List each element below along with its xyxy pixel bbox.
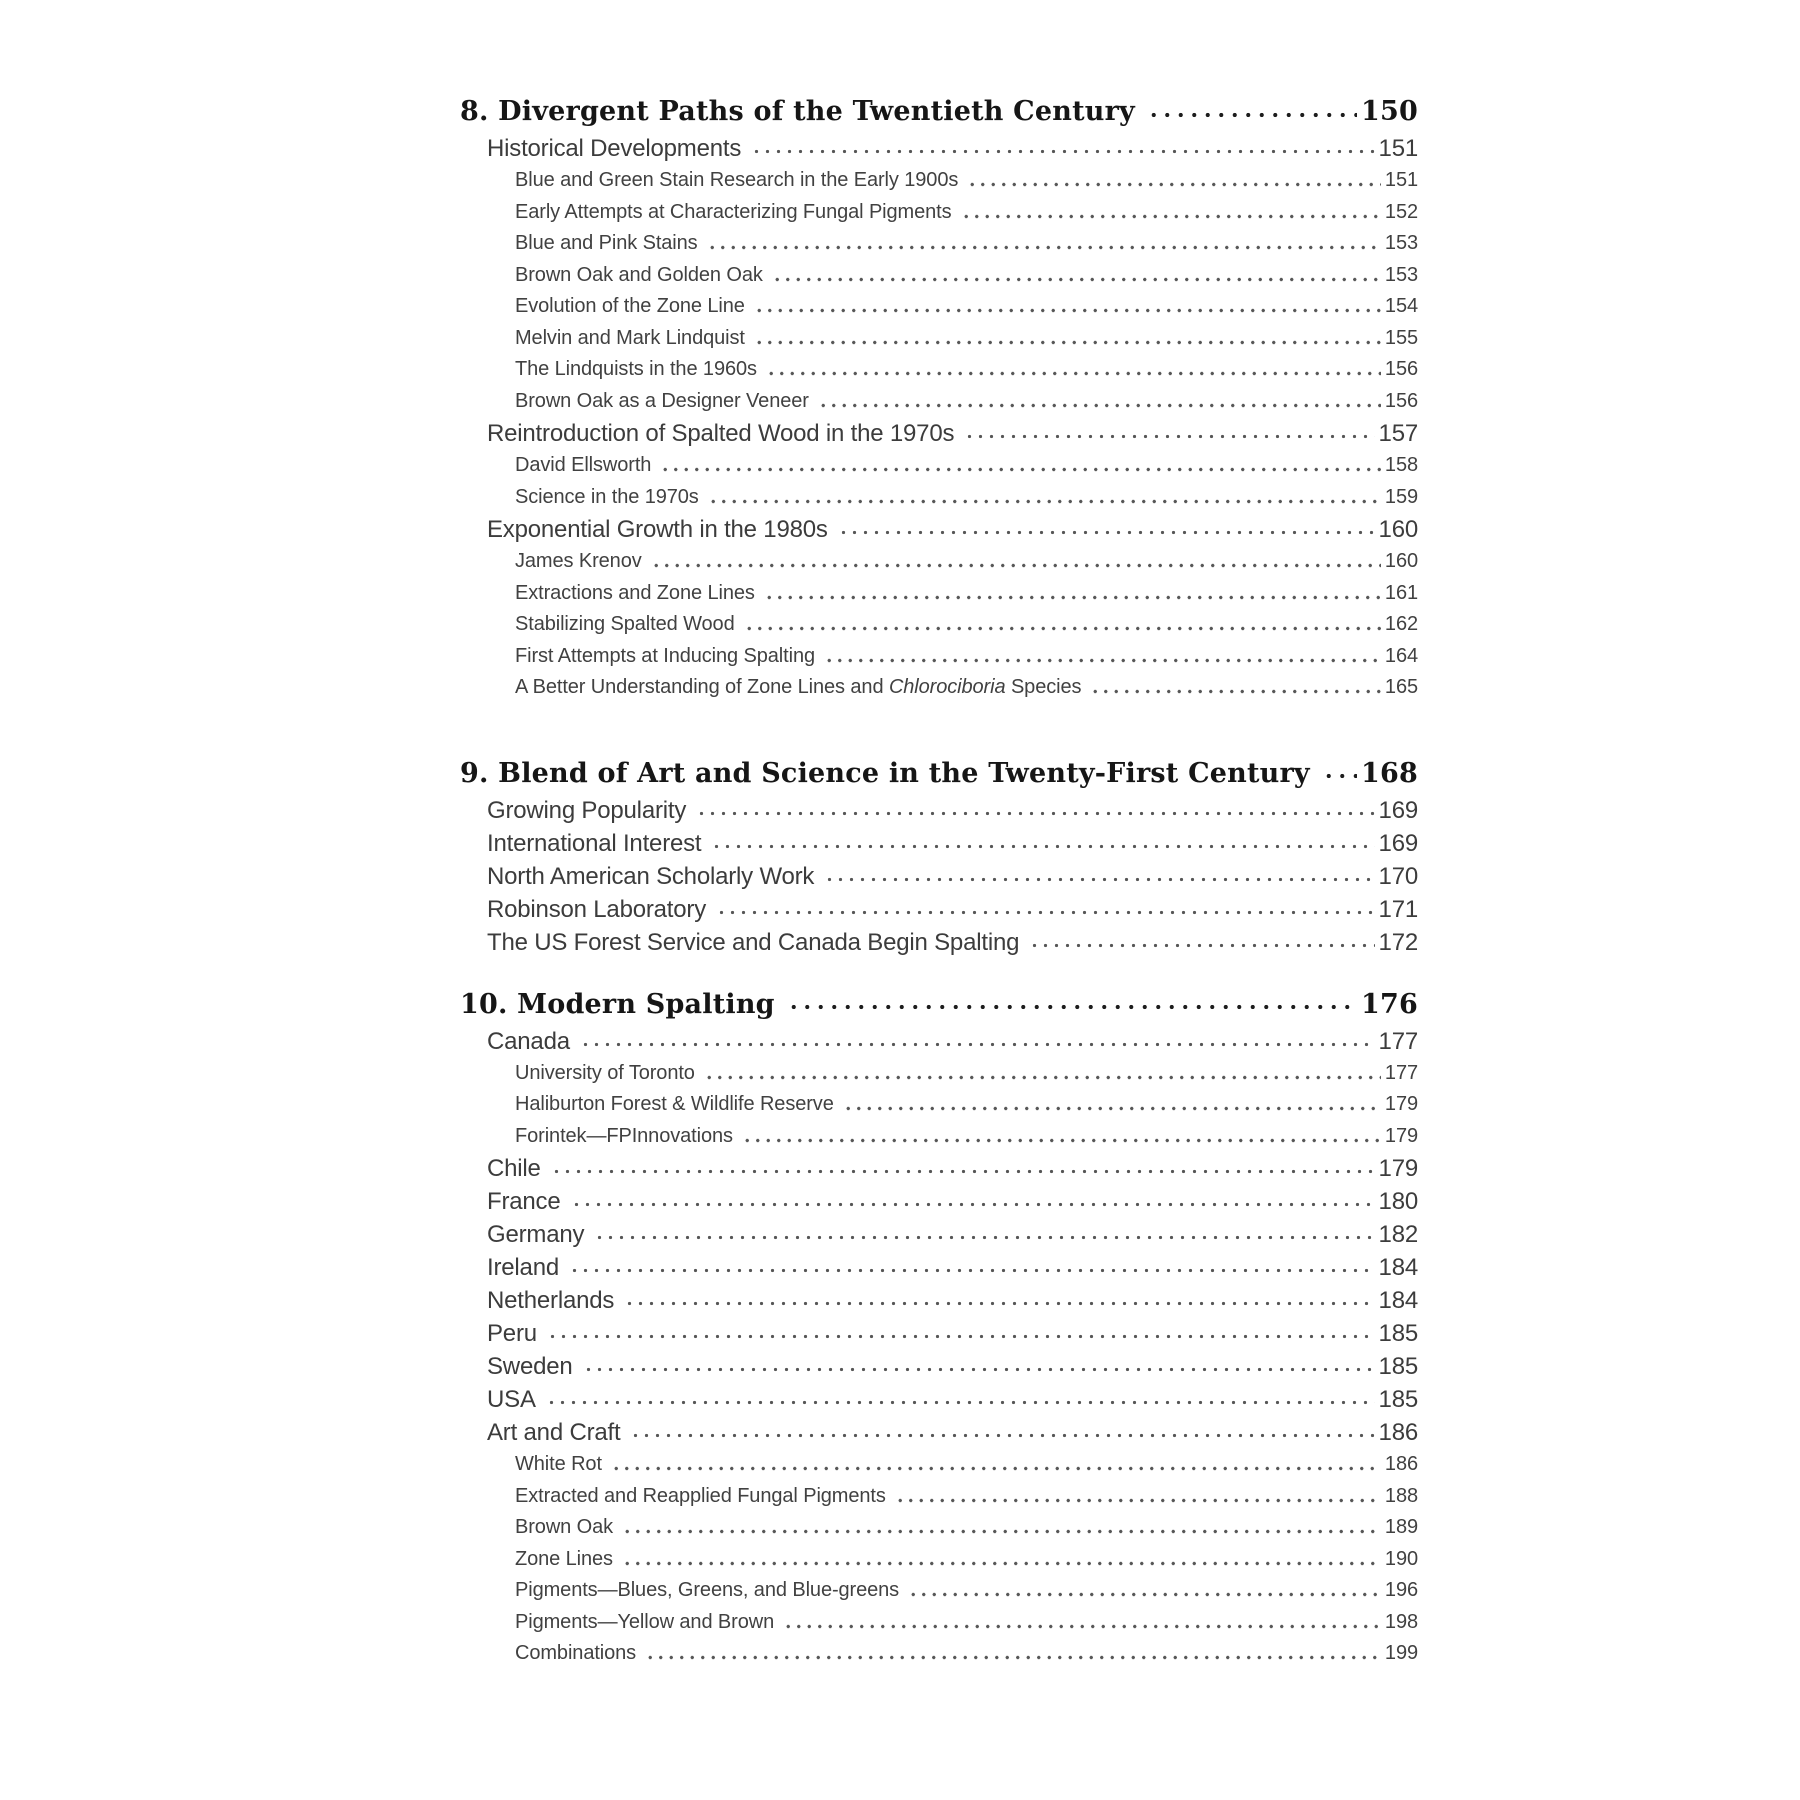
- page-number: 189: [1384, 1516, 1418, 1538]
- toc-entry-label: Haliburton Forest & Wildlife Reserve: [515, 1093, 834, 1115]
- toc-entry-row: [460, 1121, 1418, 1153]
- toc-entry-row: [460, 609, 1418, 641]
- page-number: 196: [1384, 1579, 1418, 1601]
- toc-entry-label: Brown Oak: [515, 1516, 614, 1538]
- dot-leader: [836, 513, 1375, 546]
- toc-entry-row: [460, 860, 1418, 893]
- page-number: 160: [1384, 550, 1418, 572]
- toc-entry-label: White Rot: [515, 1453, 602, 1475]
- dot-leader: [741, 1121, 1381, 1153]
- toc-entry-label: Blue and Pink Stains: [515, 232, 698, 254]
- toc-entry-row: [460, 1089, 1418, 1121]
- page-number: 150: [1361, 96, 1418, 127]
- page-number: 153: [1384, 263, 1418, 286]
- page-number: 188: [1384, 1484, 1418, 1507]
- toc-entry-label: Blue and Green Stain Research in the Early 1900s: [515, 169, 959, 191]
- toc-entry-label: Netherlands: [487, 1287, 615, 1314]
- toc-chapter-row: [460, 754, 1418, 794]
- toc-entry-label: Reintroduction of Spalted Wood in the 1970s: [487, 420, 955, 447]
- dot-leader: [749, 132, 1374, 165]
- dot-leader: [628, 1416, 1374, 1449]
- toc-entry-label: Historical Developments: [487, 135, 742, 162]
- page-number: 184: [1378, 1254, 1418, 1281]
- toc-entry-label: Pigments—Yellow and Brown: [515, 1610, 775, 1633]
- toc-entry-row: [460, 827, 1418, 860]
- toc-entry-row: [460, 197, 1418, 229]
- toc-entry-row: [460, 1025, 1418, 1058]
- toc-entry-label: Combinations: [515, 1642, 637, 1664]
- dot-leader: [644, 1638, 1381, 1670]
- page-number: 156: [1384, 389, 1418, 412]
- toc-entry-label: North American Scholarly Work: [487, 862, 815, 890]
- toc-entry-row: [460, 578, 1418, 610]
- toc-entry-row: [460, 1058, 1418, 1090]
- dot-leader: [822, 860, 1374, 893]
- toc-entry-row: [460, 165, 1418, 197]
- toc-entry-label: Early Attempts at Characterizing Fungal Pigments: [515, 200, 952, 223]
- page-number: 179: [1384, 1124, 1418, 1147]
- toc-section: [460, 92, 1418, 704]
- page-number: 198: [1384, 1610, 1418, 1633]
- dot-leader: [592, 1218, 1374, 1251]
- page-number: 185: [1378, 1320, 1418, 1347]
- toc-entry-label: France: [487, 1188, 561, 1215]
- page-number: 165: [1384, 676, 1418, 698]
- page-number: 155: [1384, 326, 1418, 349]
- dot-leader: [659, 450, 1381, 482]
- dot-leader: [706, 228, 1381, 260]
- page-number: 153: [1384, 232, 1418, 254]
- page-number: 157: [1378, 420, 1418, 447]
- toc-entry-row: [460, 926, 1418, 959]
- page-number: 164: [1384, 644, 1418, 667]
- toc-entry-label: Peru: [487, 1320, 537, 1347]
- toc-entry-row: [460, 794, 1418, 827]
- page-number: 159: [1384, 485, 1418, 508]
- dot-leader: [782, 1607, 1381, 1639]
- toc-entry-row: [460, 1185, 1418, 1218]
- dot-leader: [610, 1449, 1381, 1481]
- toc-entry-row: [460, 1317, 1418, 1350]
- dot-leader: [694, 794, 1374, 827]
- toc-entry-label: Exponential Growth in the 1980s: [487, 516, 828, 543]
- toc-entry-label: The US Forest Service and Canada Begin Spalting: [487, 928, 1020, 956]
- toc-entry-row: [460, 546, 1418, 578]
- toc-entry-row: [460, 1416, 1418, 1449]
- dot-leader: [907, 1575, 1381, 1607]
- page-number: 190: [1384, 1547, 1418, 1570]
- toc-entry-row: [460, 1544, 1418, 1576]
- toc-entry-row: [460, 1638, 1418, 1670]
- dot-leader: [621, 1512, 1381, 1544]
- toc-entry-row: [460, 1607, 1418, 1639]
- page-number: 182: [1378, 1221, 1418, 1248]
- page-number: 179: [1384, 1093, 1418, 1115]
- page-number: 162: [1384, 613, 1418, 635]
- toc-entry-label: University of Toronto: [515, 1061, 695, 1084]
- toc-chapter-row: [460, 92, 1418, 132]
- toc-chapter-title: 8. Divergent Paths of the Twentieth Century: [460, 96, 1135, 127]
- toc-entry-row: [460, 672, 1418, 704]
- toc-entry-row: [460, 354, 1418, 386]
- toc-entry-label: David Ellsworth: [515, 454, 652, 476]
- page-number: 154: [1384, 295, 1418, 317]
- toc-entry-label: Canada: [487, 1027, 570, 1055]
- toc-entry-label: Science in the 1970s: [515, 485, 699, 508]
- dot-leader: [703, 1058, 1381, 1090]
- toc-entry-row: [460, 1575, 1418, 1607]
- toc-entry-row: [460, 132, 1418, 165]
- dot-leader: [578, 1025, 1375, 1058]
- toc-entry-row: [460, 1284, 1418, 1317]
- dot-leader: [707, 482, 1381, 514]
- page-number: 169: [1378, 796, 1418, 824]
- toc-entry-label: Extracted and Reapplied Fungal Pigments: [515, 1484, 886, 1507]
- toc-entry-label: Ireland: [487, 1254, 559, 1281]
- toc-entry-label: Forintek—FPInnovations: [515, 1124, 733, 1147]
- toc-entry-label: International Interest: [487, 829, 702, 857]
- page-number: 170: [1378, 862, 1418, 890]
- toc-entry-label: The Lindquists in the 1960s: [515, 358, 757, 380]
- dot-leader: [894, 1481, 1381, 1513]
- toc-entry-row: [460, 482, 1418, 514]
- page-number: 186: [1384, 1453, 1418, 1475]
- toc-entry-row: [460, 323, 1418, 355]
- toc-entry-row: [460, 291, 1418, 323]
- toc-entry-row: [460, 513, 1418, 546]
- dot-leader: [1027, 926, 1374, 959]
- dot-leader: [621, 1544, 1381, 1576]
- toc-chapter-title: 9. Blend of Art and Science in the Twenty-First Century: [460, 757, 1310, 789]
- dot-leader: [709, 827, 1374, 860]
- toc-entry-label: Germany: [487, 1221, 585, 1248]
- toc-entry-label: Stabilizing Spalted Wood: [515, 613, 735, 635]
- page-number: 160: [1378, 516, 1418, 543]
- toc-entry-label: Extractions and Zone Lines: [515, 581, 755, 604]
- page-number: 177: [1384, 1061, 1418, 1084]
- toc-entry-label: James Krenov: [515, 550, 642, 572]
- toc-chapter-title: 10. Modern Spalting: [460, 988, 775, 1020]
- toc-entry-row: [460, 1350, 1418, 1383]
- toc-entry-row: [460, 893, 1418, 926]
- dot-leader: [549, 1152, 1375, 1185]
- page-number: 177: [1378, 1027, 1418, 1055]
- page-number: 172: [1378, 928, 1418, 956]
- toc-entry-row: [460, 1512, 1418, 1544]
- dot-leader: [783, 985, 1357, 1025]
- page-number: 186: [1378, 1419, 1418, 1446]
- dot-leader: [650, 546, 1381, 578]
- page-number: 185: [1378, 1353, 1418, 1380]
- toc-entry-label: Pigments—Blues, Greens, and Blue-greens: [515, 1579, 900, 1601]
- toc-entry-label: Melvin and Mark Lindquist: [515, 326, 745, 349]
- page-number: 151: [1384, 169, 1418, 191]
- toc-entry-label: Robinson Laboratory: [487, 895, 707, 923]
- toc-entry-label: Growing Popularity: [487, 796, 687, 824]
- table-of-contents: [460, 92, 1418, 1670]
- dot-leader: [1089, 672, 1381, 704]
- dot-leader: [763, 578, 1381, 610]
- toc-entry-row: [460, 260, 1418, 292]
- dot-leader: [544, 1383, 1375, 1416]
- page-number: 185: [1378, 1386, 1418, 1413]
- dot-leader: [771, 260, 1381, 292]
- page-number: 152: [1384, 200, 1418, 223]
- dot-leader: [569, 1185, 1375, 1218]
- page-number: 151: [1378, 135, 1418, 162]
- toc-entry-label: Evolution of the Zone Line: [515, 295, 745, 317]
- toc-entry-row: [460, 1251, 1418, 1284]
- dot-leader: [960, 197, 1381, 229]
- dot-leader: [1318, 754, 1357, 794]
- dot-leader: [842, 1089, 1381, 1121]
- dot-leader: [1143, 92, 1357, 132]
- toc-entry-row: [460, 1449, 1418, 1481]
- toc-entry-label: First Attempts at Inducing Spalting: [515, 644, 815, 667]
- page-number: 171: [1378, 895, 1418, 923]
- dot-leader: [567, 1251, 1375, 1284]
- toc-section: [460, 985, 1418, 1670]
- toc-entry-row: [460, 1152, 1418, 1185]
- toc-entry-row: [460, 417, 1418, 450]
- toc-entry-row: [460, 1481, 1418, 1513]
- page-number: 176: [1361, 988, 1418, 1020]
- page-number: 161: [1384, 581, 1418, 604]
- toc-entry-label: Brown Oak as a Designer Veneer: [515, 389, 809, 412]
- toc-entry-label: Brown Oak and Golden Oak: [515, 263, 763, 286]
- page-number: 179: [1378, 1155, 1418, 1182]
- toc-entry-row: [460, 450, 1418, 482]
- toc-chapter-row: [460, 985, 1418, 1025]
- dot-leader: [581, 1350, 1375, 1383]
- toc-entry-label: A Better Understanding of Zone Lines and Chlorociboria Species: [515, 676, 1082, 698]
- toc-entry-row: [460, 1383, 1418, 1416]
- toc-entry-label: Art and Craft: [487, 1419, 621, 1446]
- dot-leader: [966, 165, 1381, 197]
- dot-leader: [622, 1284, 1374, 1317]
- dot-leader: [743, 609, 1381, 641]
- page-number: 169: [1378, 829, 1418, 857]
- toc-entry-row: [460, 641, 1418, 673]
- toc-entry-label: USA: [487, 1386, 536, 1413]
- dot-leader: [823, 641, 1381, 673]
- page-number: 180: [1378, 1188, 1418, 1215]
- page-number: 156: [1384, 358, 1418, 380]
- toc-entry-row: [460, 1218, 1418, 1251]
- page-number: 184: [1378, 1287, 1418, 1314]
- dot-leader: [714, 893, 1375, 926]
- dot-leader: [545, 1317, 1375, 1350]
- page-number: 168: [1361, 757, 1418, 789]
- toc-entry-label: Zone Lines: [515, 1547, 613, 1570]
- page-number: 158: [1384, 454, 1418, 476]
- toc-entry-row: [460, 386, 1418, 418]
- toc-entry-label: Sweden: [487, 1353, 573, 1380]
- toc-entry-row: [460, 228, 1418, 260]
- dot-leader: [817, 386, 1381, 418]
- toc-entry-label: Chile: [487, 1155, 541, 1182]
- page-number: 199: [1384, 1642, 1418, 1664]
- dot-leader: [753, 291, 1381, 323]
- dot-leader: [765, 354, 1381, 386]
- dot-leader: [753, 323, 1381, 355]
- toc-section: [460, 754, 1418, 959]
- dot-leader: [962, 417, 1374, 450]
